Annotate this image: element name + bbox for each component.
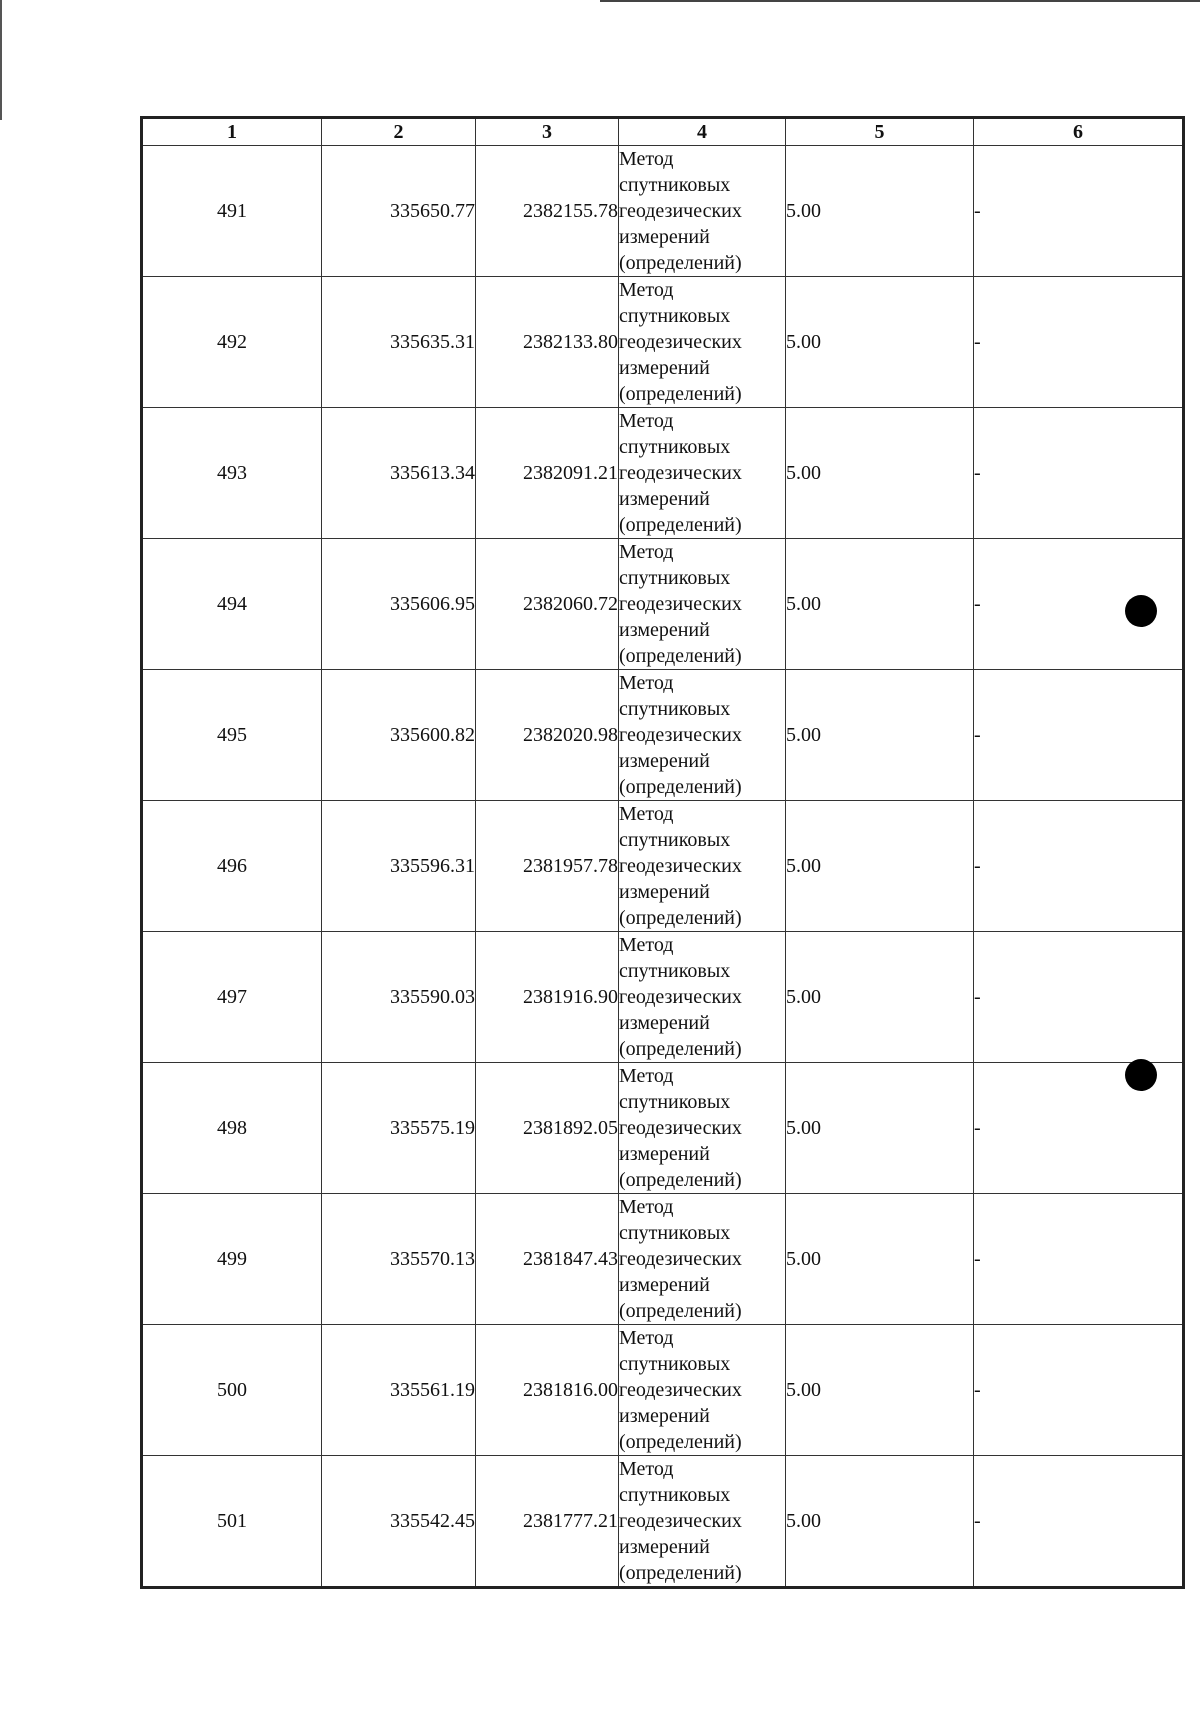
column-header-1: 1: [142, 118, 322, 146]
method-line: измерений: [619, 750, 710, 772]
method-line: Метод: [619, 1196, 674, 1218]
coordinate-y: 2381847.43: [476, 1194, 619, 1325]
point-number: 498: [142, 1063, 322, 1194]
column-header-3: 3: [476, 118, 619, 146]
method-line: (определений): [619, 383, 742, 405]
method-line: (определений): [619, 907, 742, 929]
precision-value: 5.00: [786, 1063, 974, 1194]
table-row: [142, 1456, 1184, 1588]
top-edge-rule: [600, 0, 1200, 2]
table-row: [142, 932, 1184, 1063]
table-row: [142, 408, 1184, 539]
method-line: (определений): [619, 514, 742, 536]
coordinate-x: 335635.31: [322, 277, 476, 408]
method-line: Метод: [619, 803, 674, 825]
point-number: 496: [142, 801, 322, 932]
coordinates-table: [140, 116, 1185, 1589]
coordinate-x: 335570.13: [322, 1194, 476, 1325]
point-description: -: [974, 146, 1184, 277]
method-cell: [619, 1325, 786, 1456]
coordinate-y: 2382155.78: [476, 146, 619, 277]
method-line: Метод: [619, 1327, 674, 1349]
table-row: [142, 146, 1184, 277]
left-edge-rule: [0, 0, 2, 120]
method-line: измерений: [619, 881, 710, 903]
method-line: геодезических: [619, 331, 742, 353]
precision-value: 5.00: [786, 1194, 974, 1325]
point-number: 494: [142, 539, 322, 670]
point-number: 495: [142, 670, 322, 801]
method-line: измерений: [619, 226, 710, 248]
method-cell: [619, 1063, 786, 1194]
point-number: 500: [142, 1325, 322, 1456]
method-line: измерений: [619, 1012, 710, 1034]
column-header-4: 4: [619, 118, 786, 146]
table-row: [142, 1194, 1184, 1325]
coordinate-x: 335561.19: [322, 1325, 476, 1456]
coordinate-y: 2382020.98: [476, 670, 619, 801]
table-header-row: [142, 118, 1184, 146]
method-line: Метод: [619, 410, 674, 432]
coordinate-y: 2381777.21: [476, 1456, 619, 1588]
precision-value: 5.00: [786, 801, 974, 932]
point-description: -: [974, 801, 1184, 932]
point-description: -: [974, 1325, 1184, 1456]
method-cell: [619, 146, 786, 277]
method-cell: [619, 932, 786, 1063]
method-line: спутниковых: [619, 1222, 731, 1244]
point-number: 492: [142, 277, 322, 408]
method-line: геодезических: [619, 593, 742, 615]
punch-hole-mark: [1125, 595, 1157, 627]
column-header-2: 2: [322, 118, 476, 146]
coordinate-y: 2382091.21: [476, 408, 619, 539]
method-line: (определений): [619, 1038, 742, 1060]
table-row: [142, 539, 1184, 670]
method-line: геодезических: [619, 855, 742, 877]
method-line: спутниковых: [619, 567, 731, 589]
method-line: Метод: [619, 1458, 674, 1480]
method-line: геодезических: [619, 462, 742, 484]
coordinate-x: 335650.77: [322, 146, 476, 277]
coordinate-x: 335606.95: [322, 539, 476, 670]
method-cell: [619, 670, 786, 801]
precision-value: 5.00: [786, 670, 974, 801]
method-line: геодезических: [619, 200, 742, 222]
point-description: -: [974, 932, 1184, 1063]
method-cell: [619, 277, 786, 408]
method-line: измерений: [619, 1536, 710, 1558]
precision-value: 5.00: [786, 408, 974, 539]
method-line: измерений: [619, 619, 710, 641]
table-row: [142, 801, 1184, 932]
table-row: [142, 670, 1184, 801]
method-line: измерений: [619, 357, 710, 379]
table-body: [142, 146, 1184, 1588]
point-description: -: [974, 1063, 1184, 1194]
method-line: измерений: [619, 488, 710, 510]
method-line: спутниковых: [619, 829, 731, 851]
point-description: -: [974, 1456, 1184, 1588]
method-line: измерений: [619, 1143, 710, 1165]
method-line: Метод: [619, 1065, 674, 1087]
method-line: геодезических: [619, 1510, 742, 1532]
point-description: -: [974, 277, 1184, 408]
method-cell: [619, 1194, 786, 1325]
method-cell: [619, 408, 786, 539]
method-line: (определений): [619, 1431, 742, 1453]
coordinate-x: 335575.19: [322, 1063, 476, 1194]
method-line: (определений): [619, 1300, 742, 1322]
method-line: спутниковых: [619, 1484, 731, 1506]
method-line: (определений): [619, 645, 742, 667]
method-line: Метод: [619, 541, 674, 563]
method-line: геодезических: [619, 1117, 742, 1139]
coordinate-x: 335596.31: [322, 801, 476, 932]
coordinate-y: 2381916.90: [476, 932, 619, 1063]
coordinate-y: 2382133.80: [476, 277, 619, 408]
precision-value: 5.00: [786, 539, 974, 670]
punch-hole-mark: [1125, 1059, 1157, 1091]
method-line: геодезических: [619, 724, 742, 746]
method-line: спутниковых: [619, 698, 731, 720]
method-line: Метод: [619, 279, 674, 301]
point-description: -: [974, 408, 1184, 539]
table-row: [142, 1063, 1184, 1194]
coordinate-x: 335613.34: [322, 408, 476, 539]
method-cell: [619, 1456, 786, 1588]
method-line: спутниковых: [619, 174, 731, 196]
method-line: спутниковых: [619, 1091, 731, 1113]
method-line: спутниковых: [619, 960, 731, 982]
column-header-6: 6: [974, 118, 1184, 146]
method-line: (определений): [619, 1169, 742, 1191]
point-description: -: [974, 670, 1184, 801]
method-line: геодезических: [619, 986, 742, 1008]
method-line: измерений: [619, 1274, 710, 1296]
precision-value: 5.00: [786, 277, 974, 408]
coordinate-x: 335542.45: [322, 1456, 476, 1588]
point-number: 493: [142, 408, 322, 539]
table-row: [142, 277, 1184, 408]
coordinate-x: 335600.82: [322, 670, 476, 801]
method-line: измерений: [619, 1405, 710, 1427]
precision-value: 5.00: [786, 146, 974, 277]
point-description: -: [974, 539, 1184, 670]
point-description: -: [974, 1194, 1184, 1325]
method-line: спутниковых: [619, 305, 731, 327]
point-number: 491: [142, 146, 322, 277]
coordinate-y: 2382060.72: [476, 539, 619, 670]
table-row: [142, 1325, 1184, 1456]
method-line: геодезических: [619, 1379, 742, 1401]
method-cell: [619, 801, 786, 932]
column-header-5: 5: [786, 118, 974, 146]
method-line: (определений): [619, 252, 742, 274]
coordinate-x: 335590.03: [322, 932, 476, 1063]
method-line: Метод: [619, 672, 674, 694]
method-line: Метод: [619, 934, 674, 956]
coordinate-y: 2381892.05: [476, 1063, 619, 1194]
precision-value: 5.00: [786, 932, 974, 1063]
method-line: (определений): [619, 1562, 742, 1584]
point-number: 499: [142, 1194, 322, 1325]
method-line: (определений): [619, 776, 742, 798]
method-line: спутниковых: [619, 1353, 731, 1375]
precision-value: 5.00: [786, 1456, 974, 1588]
point-number: 497: [142, 932, 322, 1063]
method-cell: [619, 539, 786, 670]
coordinate-y: 2381957.78: [476, 801, 619, 932]
method-line: геодезических: [619, 1248, 742, 1270]
point-number: 501: [142, 1456, 322, 1588]
coordinate-y: 2381816.00: [476, 1325, 619, 1456]
method-line: Метод: [619, 148, 674, 170]
precision-value: 5.00: [786, 1325, 974, 1456]
method-line: спутниковых: [619, 436, 731, 458]
